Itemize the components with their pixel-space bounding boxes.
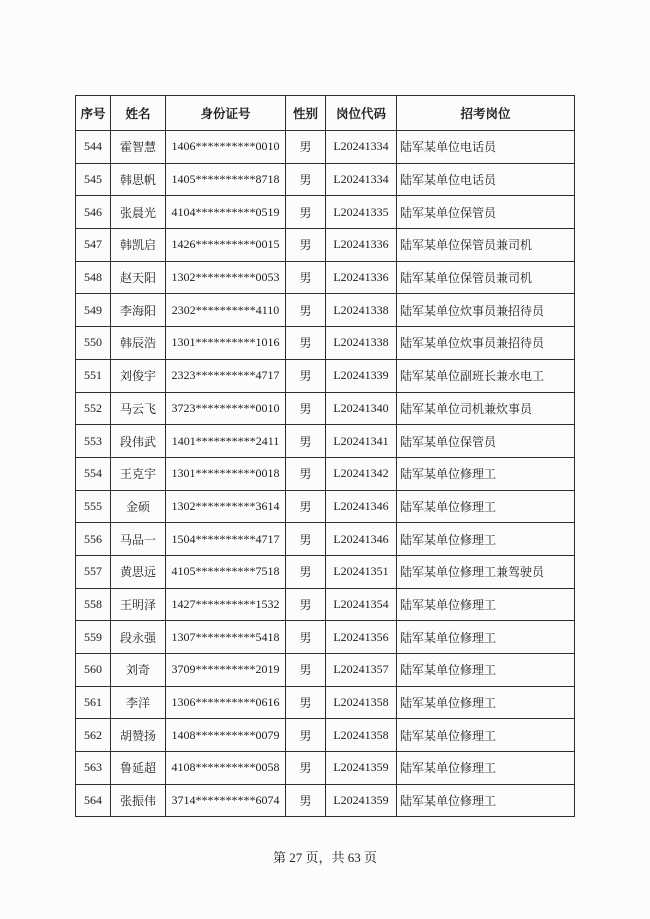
cell-position: 陆军某单位修理工	[397, 784, 575, 817]
cell-name: 张振伟	[111, 784, 166, 817]
cell-id-number: 1306**********0616	[166, 686, 286, 719]
cell-position: 陆军某单位修理工	[397, 523, 575, 556]
cell-gender: 男	[286, 621, 326, 654]
cell-name: 段永强	[111, 621, 166, 654]
table-row	[76, 621, 575, 654]
cell-id-number: 2323**********4717	[166, 359, 286, 392]
column-header-position: 招考岗位	[397, 96, 575, 131]
cell-position: 陆军某单位保管员	[397, 425, 575, 458]
table-row	[76, 686, 575, 719]
cell-id-number: 1405**********8718	[166, 163, 286, 196]
cell-index: 556	[76, 523, 111, 556]
cell-job-code: L20241335	[326, 196, 397, 229]
cell-position: 陆军某单位炊事员兼招待员	[397, 294, 575, 327]
cell-index: 549	[76, 294, 111, 327]
cell-id-number: 1307**********5418	[166, 621, 286, 654]
cell-position: 陆军某单位修理工	[397, 457, 575, 490]
cell-index: 558	[76, 588, 111, 621]
cell-index: 547	[76, 229, 111, 262]
cell-name: 王克宇	[111, 457, 166, 490]
cell-index: 559	[76, 621, 111, 654]
table-header	[76, 96, 575, 131]
table-row	[76, 131, 575, 164]
table-row	[76, 719, 575, 752]
cell-index: 562	[76, 719, 111, 752]
table-row	[76, 327, 575, 360]
table-row	[76, 784, 575, 817]
cell-job-code: L20241357	[326, 654, 397, 687]
cell-name: 韩思帆	[111, 163, 166, 196]
cell-gender: 男	[286, 294, 326, 327]
table-row	[76, 555, 575, 588]
cell-index: 561	[76, 686, 111, 719]
cell-gender: 男	[286, 752, 326, 785]
cell-position: 陆军某单位副班长兼水电工	[397, 359, 575, 392]
cell-name: 赵天阳	[111, 261, 166, 294]
cell-position: 陆军某单位修理工	[397, 654, 575, 687]
cell-job-code: L20241336	[326, 229, 397, 262]
cell-id-number: 1426**********0015	[166, 229, 286, 262]
cell-id-number: 4105**********7518	[166, 555, 286, 588]
cell-name: 段伟武	[111, 425, 166, 458]
cell-gender: 男	[286, 229, 326, 262]
cell-name: 胡赞扬	[111, 719, 166, 752]
table-body	[76, 131, 575, 817]
cell-id-number: 1302**********0053	[166, 261, 286, 294]
table-row	[76, 229, 575, 262]
cell-gender: 男	[286, 686, 326, 719]
cell-name: 王明泽	[111, 588, 166, 621]
cell-name: 霍智慧	[111, 131, 166, 164]
cell-index: 560	[76, 654, 111, 687]
cell-position: 陆军某单位电话员	[397, 163, 575, 196]
cell-id-number: 1401**********2411	[166, 425, 286, 458]
cell-position: 陆军某单位保管员兼司机	[397, 229, 575, 262]
cell-job-code: L20241336	[326, 261, 397, 294]
cell-name: 鲁延超	[111, 752, 166, 785]
page-footer: 第 27 页，共 63 页	[272, 850, 377, 865]
cell-index: 550	[76, 327, 111, 360]
recruitment-table-container	[75, 95, 575, 817]
cell-job-code: L20241339	[326, 359, 397, 392]
cell-job-code: L20241338	[326, 294, 397, 327]
column-header-id-number: 身份证号	[166, 96, 286, 131]
column-header-index: 序号	[76, 96, 111, 131]
table-row	[76, 490, 575, 523]
cell-name: 黄思远	[111, 555, 166, 588]
table-row	[76, 294, 575, 327]
cell-gender: 男	[286, 425, 326, 458]
cell-index: 554	[76, 457, 111, 490]
cell-name: 李海阳	[111, 294, 166, 327]
cell-name: 马云飞	[111, 392, 166, 425]
table-row	[76, 588, 575, 621]
cell-id-number: 4104**********0519	[166, 196, 286, 229]
cell-name: 韩凯启	[111, 229, 166, 262]
table-row	[76, 261, 575, 294]
table-row	[76, 425, 575, 458]
cell-position: 陆军某单位司机兼炊事员	[397, 392, 575, 425]
cell-gender: 男	[286, 784, 326, 817]
cell-job-code: L20241358	[326, 686, 397, 719]
cell-id-number: 1302**********3614	[166, 490, 286, 523]
cell-id-number: 1408**********0079	[166, 719, 286, 752]
cell-index: 555	[76, 490, 111, 523]
table-row	[76, 752, 575, 785]
cell-job-code: L20241334	[326, 131, 397, 164]
cell-name: 张晨光	[111, 196, 166, 229]
cell-index: 564	[76, 784, 111, 817]
cell-index: 548	[76, 261, 111, 294]
cell-position: 陆军某单位修理工	[397, 621, 575, 654]
column-header-gender: 性别	[286, 96, 326, 131]
cell-id-number: 2302**********4110	[166, 294, 286, 327]
table-row	[76, 196, 575, 229]
cell-job-code: L20241354	[326, 588, 397, 621]
cell-job-code: L20241342	[326, 457, 397, 490]
column-header-name: 姓名	[111, 96, 166, 131]
cell-job-code: L20241356	[326, 621, 397, 654]
cell-index: 546	[76, 196, 111, 229]
cell-gender: 男	[286, 719, 326, 752]
header-row	[76, 96, 575, 131]
cell-job-code: L20241346	[326, 523, 397, 556]
cell-name: 韩辰浩	[111, 327, 166, 360]
cell-job-code: L20241341	[326, 425, 397, 458]
cell-index: 551	[76, 359, 111, 392]
cell-gender: 男	[286, 588, 326, 621]
cell-job-code: L20241359	[326, 752, 397, 785]
cell-id-number: 1427**********1532	[166, 588, 286, 621]
recruitment-table	[75, 95, 575, 817]
cell-gender: 男	[286, 392, 326, 425]
cell-position: 陆军某单位炊事员兼招待员	[397, 327, 575, 360]
table-row	[76, 392, 575, 425]
cell-position: 陆军某单位修理工	[397, 752, 575, 785]
cell-index: 557	[76, 555, 111, 588]
cell-gender: 男	[286, 163, 326, 196]
cell-index: 553	[76, 425, 111, 458]
cell-name: 刘奇	[111, 654, 166, 687]
table-row	[76, 359, 575, 392]
table-row	[76, 163, 575, 196]
cell-id-number: 1301**********0018	[166, 457, 286, 490]
cell-job-code: L20241351	[326, 555, 397, 588]
cell-index: 544	[76, 131, 111, 164]
cell-index: 552	[76, 392, 111, 425]
column-header-job-code: 岗位代码	[326, 96, 397, 131]
cell-position: 陆军某单位保管员兼司机	[397, 261, 575, 294]
cell-name: 马品一	[111, 523, 166, 556]
cell-gender: 男	[286, 555, 326, 588]
cell-id-number: 1504**********4717	[166, 523, 286, 556]
cell-id-number: 3709**********2019	[166, 654, 286, 687]
cell-position: 陆军某单位修理工兼驾驶员	[397, 555, 575, 588]
cell-position: 陆军某单位修理工	[397, 588, 575, 621]
table-row	[76, 654, 575, 687]
table-row	[76, 457, 575, 490]
cell-gender: 男	[286, 327, 326, 360]
cell-position: 陆军某单位电话员	[397, 131, 575, 164]
cell-gender: 男	[286, 261, 326, 294]
cell-job-code: L20241346	[326, 490, 397, 523]
cell-id-number: 1406**********0010	[166, 131, 286, 164]
cell-job-code: L20241359	[326, 784, 397, 817]
cell-gender: 男	[286, 654, 326, 687]
cell-gender: 男	[286, 457, 326, 490]
cell-index: 545	[76, 163, 111, 196]
cell-position: 陆军某单位修理工	[397, 686, 575, 719]
cell-name: 刘俊宇	[111, 359, 166, 392]
cell-job-code: L20241340	[326, 392, 397, 425]
cell-gender: 男	[286, 196, 326, 229]
cell-job-code: L20241334	[326, 163, 397, 196]
cell-gender: 男	[286, 359, 326, 392]
cell-name: 李洋	[111, 686, 166, 719]
cell-index: 563	[76, 752, 111, 785]
cell-id-number: 4108**********0058	[166, 752, 286, 785]
cell-id-number: 3723**********0010	[166, 392, 286, 425]
cell-id-number: 3714**********6074	[166, 784, 286, 817]
cell-gender: 男	[286, 131, 326, 164]
cell-id-number: 1301**********1016	[166, 327, 286, 360]
cell-name: 金硕	[111, 490, 166, 523]
cell-job-code: L20241338	[326, 327, 397, 360]
cell-gender: 男	[286, 523, 326, 556]
cell-position: 陆军某单位修理工	[397, 719, 575, 752]
table-row	[76, 523, 575, 556]
cell-position: 陆军某单位修理工	[397, 490, 575, 523]
cell-job-code: L20241358	[326, 719, 397, 752]
cell-position: 陆军某单位保管员	[397, 196, 575, 229]
cell-gender: 男	[286, 490, 326, 523]
